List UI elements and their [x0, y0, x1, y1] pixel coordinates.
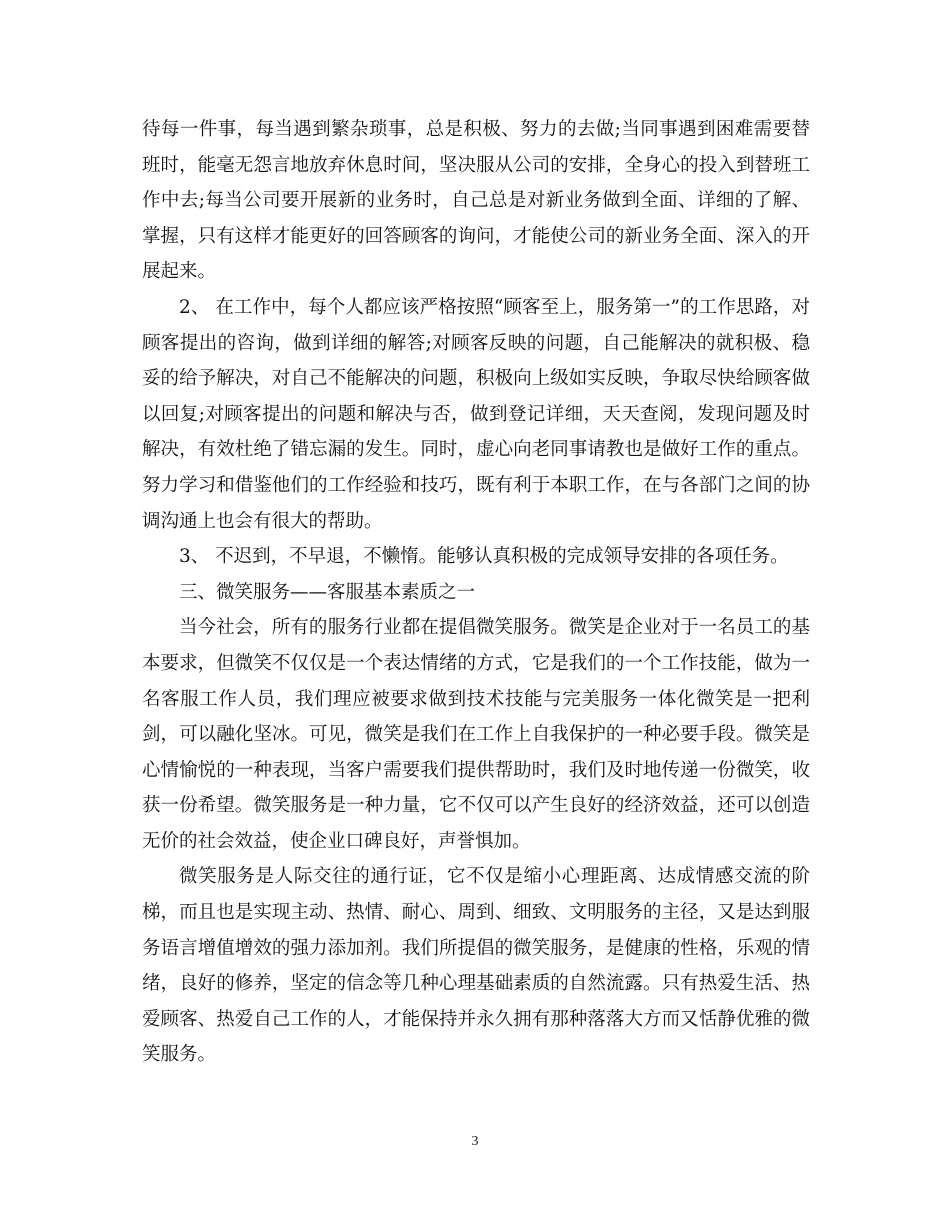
paragraph-smile-importance: 当今社会，所有的服务行业都在提倡微笑服务。微笑是企业对于一名员工的基本要求，但微笑不仅仅是一个表达情绪的方式，它是我们的一个工作技能，做为一名客服工作人员，我们理应被要求做到技术技能与完美服务一体化微笑是一把利剑，可以融化坚冰。可见，微笑是我们在工作上自我保护的一种必要手段。微笑是心情愉悦的一种表现，当客户需要我们提供帮助时，我们及时地传递一份微笑，收获一份希望。微笑服务是一种力量，它不仅可以产生良好的经济效益，还可以创造无价的社会效益，使企业口碑良好，声誉惧加。	[142, 617, 810, 852]
page-number: 3	[471, 1134, 479, 1149]
section-heading-smile-service: 三、微笑服务——客服基本素质之一	[179, 581, 476, 603]
paragraph-item-3: 3、 不迟到，不早退，不懒惰。能够认真积极的完成领导安排的各项任务。	[179, 546, 789, 568]
document-body	[142, 112, 810, 1073]
paragraph-smile-passport: 微笑服务是人际交往的通行证，它不仅是缩小心理距离、达成情感交流的阶梯，而且也是实现主动、热情、耐心、周到、细致、文明服务的主径，又是达到服务语言增值增效的强力添加剂。我们所提倡的微笑服务，是健康的性格，乐观的情绪，良好的修养，坚定的信念等几种心理基础素质的自然流露。只有热爱生活、热爱顾客、热爱自己工作的人，才能保持并永久拥有那种落落大方而又恬静优雅的微笑服务。	[142, 866, 810, 1066]
paragraph-item-2: 2、 在工作中，每个人都应该严格按照“顾客至上，服务第一”的工作思路，对顾客提出的咨询，做到详细的解答;对顾客反映的问题，自己能解决的就积极、稳妥的给予解决，对自己不能解决的问题，积极向上级如实反映，争取尽快给顾客做以回复;对顾客提出的问题和解决与否，做到登记详细，天天查阅，发现问题及时解决，有效杜绝了错忘漏的发生。同时，虚心向老同事请教也是做好工作的重点。努力学习和借鉴他们的工作经验和技巧，既有利于本职工作，在与各部门之间的协调沟通上也会有很大的帮助。	[142, 296, 810, 532]
paragraph-continuation: 待每一件事，每当遇到繁杂琐事，总是积极、努力的去做;当同事遇到困难需要替班时，能毫无怨言地放弃休息时间，坚决服从公司的安排，全身心的投入到替班工作中去;每当公司要开展新的业务时，自己总是对新业务做到全面、详细的了解、掌握，只有这样才能更好的回答顾客的询问，才能使公司的新业务全面、深入的开展起来。	[142, 119, 810, 283]
